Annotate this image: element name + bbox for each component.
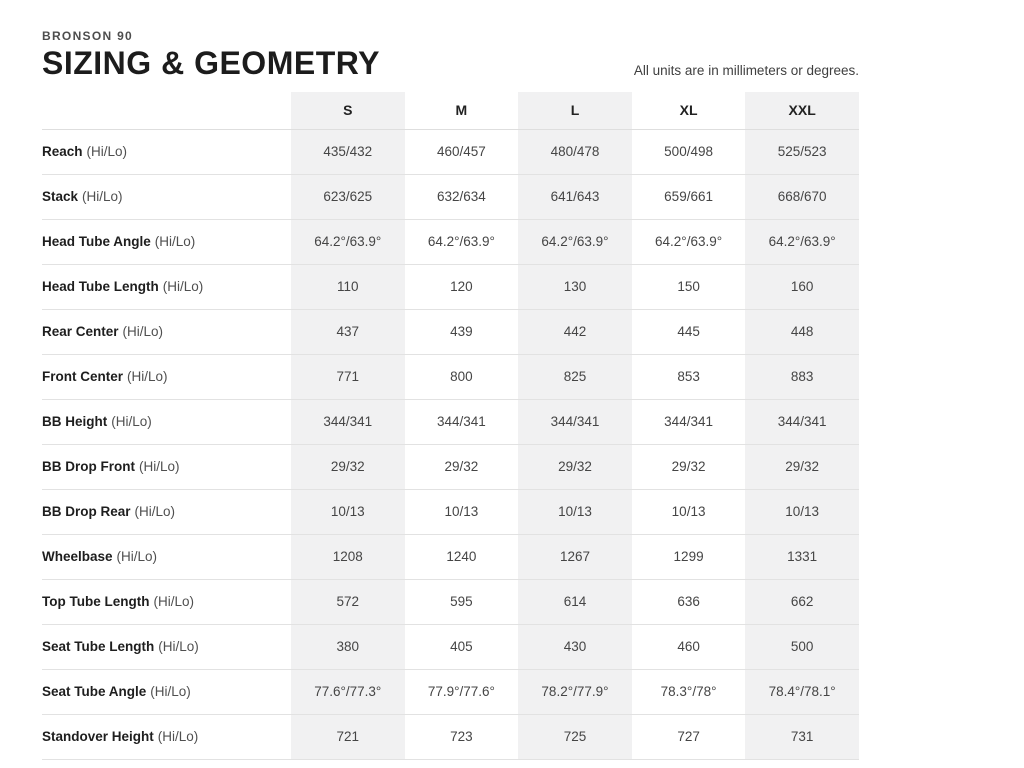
table-row [42,265,859,310]
value-cell: 64.2°/63.9° [745,220,859,264]
row-label-suffix: (Hi/Lo) [122,324,164,340]
value-cell: 727 [677,729,700,745]
value-cell: 150 [677,279,700,295]
row-label: Front Center [42,369,123,385]
size-header-cell: XL [679,102,698,119]
value-cell: 380 [291,625,405,669]
value-cell: 668/670 [745,175,859,219]
row-label-cell [42,445,291,489]
row-label: Top Tube Length [42,594,150,610]
row-label-suffix: (Hi/Lo) [138,459,180,475]
row-label-cell [42,400,291,444]
value-cell: 64.2°/63.9° [427,234,495,250]
value-cell: 344/341 [436,414,486,430]
row-label-cell [42,625,291,669]
row-label: BB Drop Front [42,459,135,475]
table-row [42,490,859,535]
value-cell: 64.2°/63.9° [518,220,632,264]
row-label-cell [42,175,291,219]
value-cell: 77.6°/77.3° [291,670,405,714]
table-row [42,130,859,175]
row-label: Seat Tube Length [42,639,155,655]
row-label: Stack [42,189,79,205]
table-row [42,175,859,220]
value-cell: 445 [677,324,700,340]
value-cell: 435/432 [291,130,405,174]
row-label-suffix: (Hi/Lo) [153,594,194,610]
value-cell: 120 [450,279,473,295]
value-cell: 344/341 [518,400,632,444]
size-header-row [42,92,859,130]
value-cell: 29/32 [518,445,632,489]
value-cell: 460 [677,639,700,655]
value-cell: 448 [745,310,859,354]
value-cell: 632/634 [436,189,486,205]
value-cell: 614 [518,580,632,624]
value-cell: 29/32 [444,459,479,475]
value-cell: 10/13 [518,490,632,534]
size-header-cell: S [291,92,405,129]
value-cell: 1267 [518,535,632,579]
value-cell: 10/13 [671,504,706,520]
value-cell: 723 [450,729,473,745]
value-cell: 771 [291,355,405,399]
value-cell: 78.2°/77.9° [518,670,632,714]
value-cell: 1299 [673,549,704,565]
value-cell: 405 [450,639,473,655]
value-cell: 641/643 [518,175,632,219]
row-label-cell [42,220,291,264]
value-cell: 10/13 [444,504,479,520]
row-label-suffix: (Hi/Lo) [86,144,128,160]
row-label-suffix: (Hi/Lo) [162,279,204,295]
value-cell: 572 [291,580,405,624]
page-title: SIZING & GEOMETRY [42,45,380,81]
row-label-cell [42,715,291,759]
value-cell: 77.9°/77.6° [427,684,495,700]
units-note: All units are in millimeters or degrees. [633,62,859,78]
value-cell: 500 [745,625,859,669]
row-label: Reach [42,144,83,160]
value-cell: 500/498 [664,144,713,160]
size-header-spacer [42,92,291,129]
value-cell: 344/341 [291,400,405,444]
row-label-suffix: (Hi/Lo) [127,369,168,385]
value-cell: 64.2°/63.9° [291,220,405,264]
value-cell: 437 [291,310,405,354]
title-block [42,29,380,81]
row-label-cell [42,310,291,354]
geometry-table [42,92,859,760]
row-label-cell [42,535,291,579]
value-cell: 10/13 [291,490,405,534]
value-cell: 825 [518,355,632,399]
model-name-eyebrow: BRONSON 90 [42,29,134,43]
table-row [42,400,859,445]
row-label-cell [42,670,291,714]
row-label-suffix: (Hi/Lo) [157,729,199,745]
row-label-cell [42,265,291,309]
value-cell: 29/32 [671,459,706,475]
table-row [42,310,859,355]
page-header [42,29,859,81]
row-label-suffix: (Hi/Lo) [150,684,191,700]
value-cell: 725 [518,715,632,759]
value-cell: 1331 [745,535,859,579]
value-cell: 595 [450,594,473,610]
row-label-suffix: (Hi/Lo) [111,414,152,430]
value-cell: 480/478 [518,130,632,174]
value-cell: 29/32 [745,445,859,489]
value-cell: 659/661 [664,189,713,205]
table-row [42,220,859,265]
row-label-suffix: (Hi/Lo) [154,234,196,250]
value-cell: 442 [518,310,632,354]
table-row [42,580,859,625]
value-cell: 110 [291,265,405,309]
value-cell: 731 [745,715,859,759]
table-row [42,670,859,715]
value-cell: 344/341 [745,400,859,444]
value-cell: 525/523 [745,130,859,174]
value-cell: 883 [745,355,859,399]
table-row [42,355,859,400]
table-row [42,445,859,490]
row-label: Head Tube Angle [42,234,151,250]
value-cell: 64.2°/63.9° [655,234,723,250]
value-cell: 130 [518,265,632,309]
value-cell: 430 [518,625,632,669]
value-cell: 662 [745,580,859,624]
table-row [42,715,859,760]
value-cell: 721 [291,715,405,759]
value-cell: 29/32 [291,445,405,489]
row-label-suffix: (Hi/Lo) [116,549,158,565]
row-label-suffix: (Hi/Lo) [82,189,123,205]
table-row [42,625,859,670]
size-header-cell: XXL [745,92,859,129]
value-cell: 78.3°/78° [660,684,717,700]
row-label-suffix: (Hi/Lo) [134,504,176,520]
value-cell: 1240 [446,549,477,565]
row-label-cell [42,580,291,624]
value-cell: 439 [450,324,473,340]
value-cell: 160 [745,265,859,309]
row-label: Seat Tube Angle [42,684,147,700]
row-label: BB Drop Rear [42,504,131,520]
value-cell: 853 [677,369,700,385]
row-label: Wheelbase [42,549,113,565]
value-cell: 1208 [291,535,405,579]
row-label: Standover Height [42,729,154,745]
row-label-cell [42,490,291,534]
value-cell: 800 [450,369,473,385]
table-row [42,535,859,580]
value-cell: 636 [677,594,700,610]
row-label-cell [42,355,291,399]
size-header-cell: M [455,102,468,119]
row-label: Rear Center [42,324,119,340]
value-cell: 460/457 [436,144,486,160]
row-label: BB Height [42,414,108,430]
value-cell: 344/341 [664,414,713,430]
value-cell: 623/625 [291,175,405,219]
value-cell: 78.4°/78.1° [745,670,859,714]
row-label: Head Tube Length [42,279,159,295]
row-label-suffix: (Hi/Lo) [158,639,199,655]
row-label-cell [42,130,291,174]
size-header-cell: L [518,92,632,129]
value-cell: 10/13 [745,490,859,534]
